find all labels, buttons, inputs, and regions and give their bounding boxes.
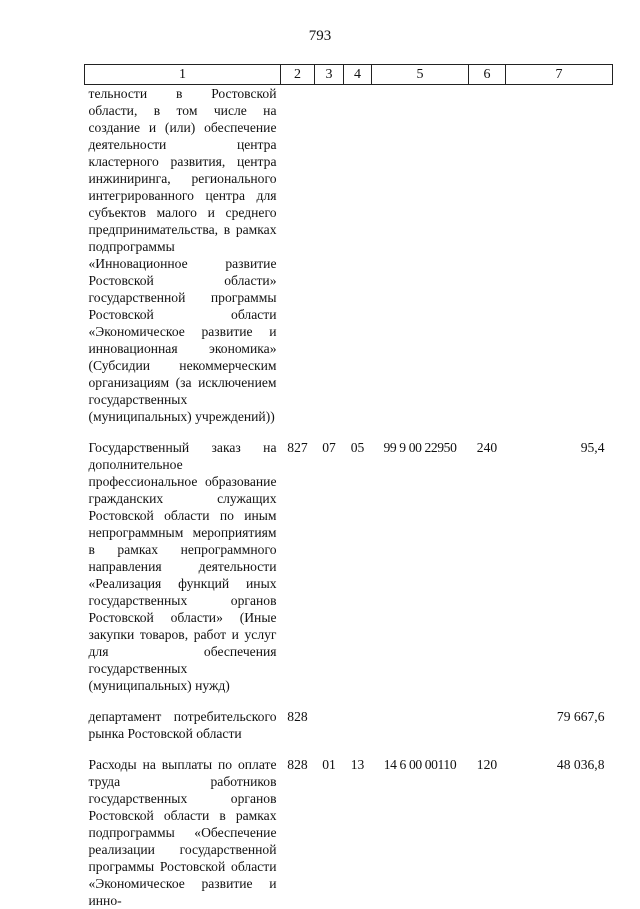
row-subsection-code bbox=[344, 85, 372, 426]
row-section-code: 07 bbox=[322, 440, 336, 455]
column-header-3: 3 bbox=[315, 65, 344, 85]
table-row bbox=[85, 439, 613, 694]
row-target-item-code: 14 6 00 00110 bbox=[383, 757, 457, 772]
row-amount: 79 667,6 bbox=[556, 709, 605, 724]
column-header-2: 2 bbox=[281, 65, 315, 85]
row-section-code bbox=[315, 708, 344, 742]
row-expense-type-code: 240 bbox=[476, 440, 498, 455]
row-expense-type-code bbox=[469, 85, 506, 426]
row-description: Государственный заказ на дополнительное профессиональное образование гражданских служащих Ростовской области по иным непрограммным мероприятиям в рамках непрограммного направления деятельности «Реализация функций иных государственных органов Ростовской области» (Иные закупки товаров, работ и услуг для обеспечения государственных (муниципальных) нужд) bbox=[88, 440, 277, 693]
row-spacer bbox=[85, 694, 613, 708]
row-ministry-code bbox=[281, 85, 315, 426]
row-subsection-code: 13 bbox=[350, 757, 365, 772]
row-description: тельности в Ростовской области, в том числе на создание и (или) обеспечение деятельности центра кластерного развития, центра инжиниринга, регионального интегрированного центра для субъектов малого и среднего предпринимательства, в рамках подпрограммы «Инновационное развитие Ростовской области» государственной программы Ростовской области «Экономическое развитие и инновационная экономика» (Субсидии некоммерческим организациям (за исключением государственных (муниципальных) учреждений)) bbox=[88, 86, 277, 424]
row-amount bbox=[506, 85, 613, 426]
row-expense-type-code: 120 bbox=[476, 757, 498, 772]
column-header-7: 7 bbox=[506, 65, 613, 85]
row-section-code bbox=[315, 85, 344, 426]
row-ministry-code: 828 bbox=[287, 709, 308, 724]
budget-table bbox=[84, 64, 613, 909]
row-expense-type-code bbox=[469, 708, 506, 742]
page-number: 793 bbox=[308, 28, 332, 44]
table-row bbox=[85, 708, 613, 742]
table-row bbox=[85, 756, 613, 909]
row-spacer bbox=[85, 742, 613, 756]
row-subsection-code bbox=[344, 708, 372, 742]
row-target-item-code bbox=[372, 708, 469, 742]
row-target-item-code: 99 9 00 22950 bbox=[383, 440, 457, 455]
table-header-row bbox=[85, 65, 613, 85]
row-spacer bbox=[85, 425, 613, 439]
table-row bbox=[85, 85, 613, 426]
row-section-code: 01 bbox=[322, 757, 336, 772]
row-description: департамент потребительского рынка Ростовской области bbox=[88, 709, 277, 741]
column-header-6: 6 bbox=[469, 65, 506, 85]
column-header-1: 1 bbox=[85, 65, 281, 85]
row-description: Расходы на выплаты по оплате труда работников государственных органов Ростовской области в рамках подпрограммы «Обеспечение реализации государственной программы Ростовской области «Экономическое развитие и инно- bbox=[88, 757, 277, 908]
row-amount: 95,4 bbox=[580, 440, 605, 455]
row-ministry-code: 828 bbox=[287, 757, 308, 772]
row-amount: 48 036,8 bbox=[556, 757, 605, 772]
row-ministry-code: 827 bbox=[287, 440, 308, 455]
row-subsection-code: 05 bbox=[350, 440, 365, 455]
column-header-4: 4 bbox=[344, 65, 372, 85]
row-target-item-code bbox=[372, 85, 469, 426]
column-header-5: 5 bbox=[372, 65, 469, 85]
